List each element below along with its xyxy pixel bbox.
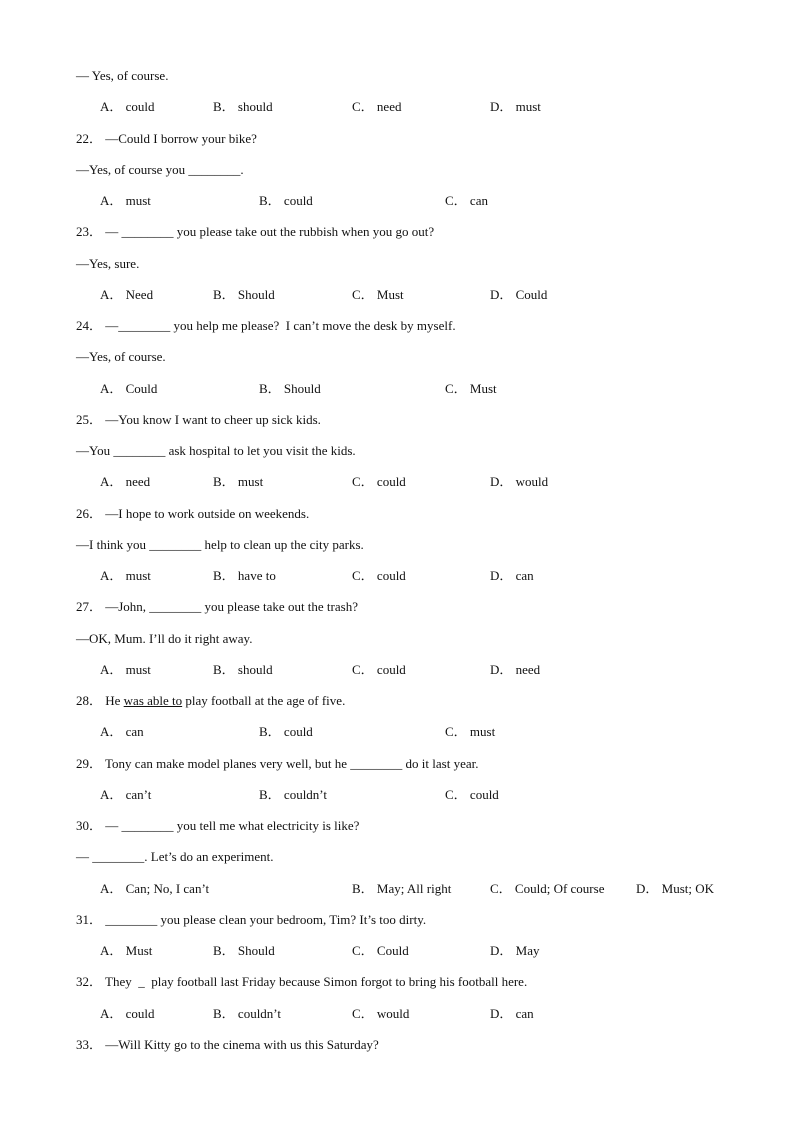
answer-option: B． could — [259, 193, 313, 208]
question-text-part: play football at the age of five. — [182, 693, 346, 708]
question-line: —You ________ ask hospital to let you visit the kids. — [76, 443, 356, 458]
answer-option: A． could — [100, 99, 155, 114]
answer-option: C． need — [352, 99, 402, 114]
answer-option: A． must — [100, 568, 151, 583]
answer-option: B． Should — [213, 287, 275, 302]
question-line: —Yes, sure. — [76, 256, 140, 271]
answer-option: B． should — [213, 662, 273, 677]
answer-option: D． must — [490, 99, 541, 114]
question-line: 29． Tony can make model planes very well, but he ________ do it last year. — [76, 756, 479, 771]
answer-option: D． Must; OK — [636, 881, 715, 896]
question-line: 26． —I hope to work outside on weekends. — [76, 506, 310, 521]
question-line: —Yes, of course. — [76, 349, 166, 364]
answer-option: A． must — [100, 662, 151, 677]
question-line: —I think you ________ help to clean up the city parks. — [76, 537, 364, 552]
answer-option: D． Could — [490, 287, 548, 302]
answer-option: B． couldn’t — [259, 787, 328, 802]
question-line: 30． — ________ you tell me what electricity is like? — [76, 818, 360, 833]
answer-option: A． could — [100, 1006, 155, 1021]
answer-option: C． would — [352, 1006, 410, 1021]
answer-option: D． would — [490, 474, 549, 489]
answer-option: C． could — [352, 474, 406, 489]
question-line: 23． — ________ you please take out the rubbish when you go out? — [76, 224, 435, 239]
answer-option: A． Must — [100, 943, 153, 958]
question-line: 32． They _ play football last Friday because Simon forgot to bring his football here. — [76, 974, 528, 989]
answer-option: B． couldn’t — [213, 1006, 282, 1021]
answer-option: C． Could — [352, 943, 409, 958]
question-text-part: 28． He — [76, 693, 124, 708]
answer-option: B． Should — [259, 381, 321, 396]
answer-option: A． can — [100, 724, 144, 739]
answer-option: B． Should — [213, 943, 275, 958]
question-line: 31． ________ you please clean your bedroom, Tim? It’s too dirty. — [76, 912, 427, 927]
answer-option: C． could — [445, 787, 499, 802]
answer-option: C． could — [352, 662, 406, 677]
question-line: 24． —________ you help me please? I can’t move the desk by myself. — [76, 318, 456, 333]
answer-option: D． can — [490, 1006, 534, 1021]
question-line: 27． —John, ________ you please take out the trash? — [76, 599, 358, 614]
answer-option: B． must — [213, 474, 264, 489]
question-line: —Yes, of course you ________. — [76, 162, 244, 177]
answer-option: C． must — [445, 724, 496, 739]
answer-option: A． Could — [100, 381, 158, 396]
answer-option: B． have to — [213, 568, 276, 583]
answer-option: A． need — [100, 474, 151, 489]
answer-option: B． May; All right — [352, 881, 452, 896]
question-line: — Yes, of course. — [76, 68, 169, 83]
answer-option: D． need — [490, 662, 541, 677]
answer-option: D． May — [490, 943, 540, 958]
question-line: 25． —You know I want to cheer up sick kids. — [76, 412, 321, 427]
answer-option: D． can — [490, 568, 534, 583]
answer-option: C． Could; Of course — [490, 881, 605, 896]
answer-option: A． can’t — [100, 787, 152, 802]
answer-option: A． must — [100, 193, 151, 208]
answer-option: A． Need — [100, 287, 154, 302]
answer-option: C． Must — [445, 381, 497, 396]
underlined-phrase: was able to — [123, 693, 183, 708]
answer-option: B． could — [259, 724, 313, 739]
answer-option: C． Must — [352, 287, 404, 302]
question-line: 22． —Could I borrow your bike? — [76, 131, 257, 146]
question-line — [76, 693, 345, 709]
question-line: — ________. Let’s do an experiment. — [76, 849, 274, 864]
answer-option: C． could — [352, 568, 406, 583]
answer-option: A． Can; No, I can’t — [100, 881, 210, 896]
answer-option: B． should — [213, 99, 273, 114]
answer-option: C． can — [445, 193, 488, 208]
question-line: 33． —Will Kitty go to the cinema with us this Saturday? — [76, 1037, 379, 1052]
question-line: —OK, Mum. I’ll do it right away. — [76, 631, 253, 646]
